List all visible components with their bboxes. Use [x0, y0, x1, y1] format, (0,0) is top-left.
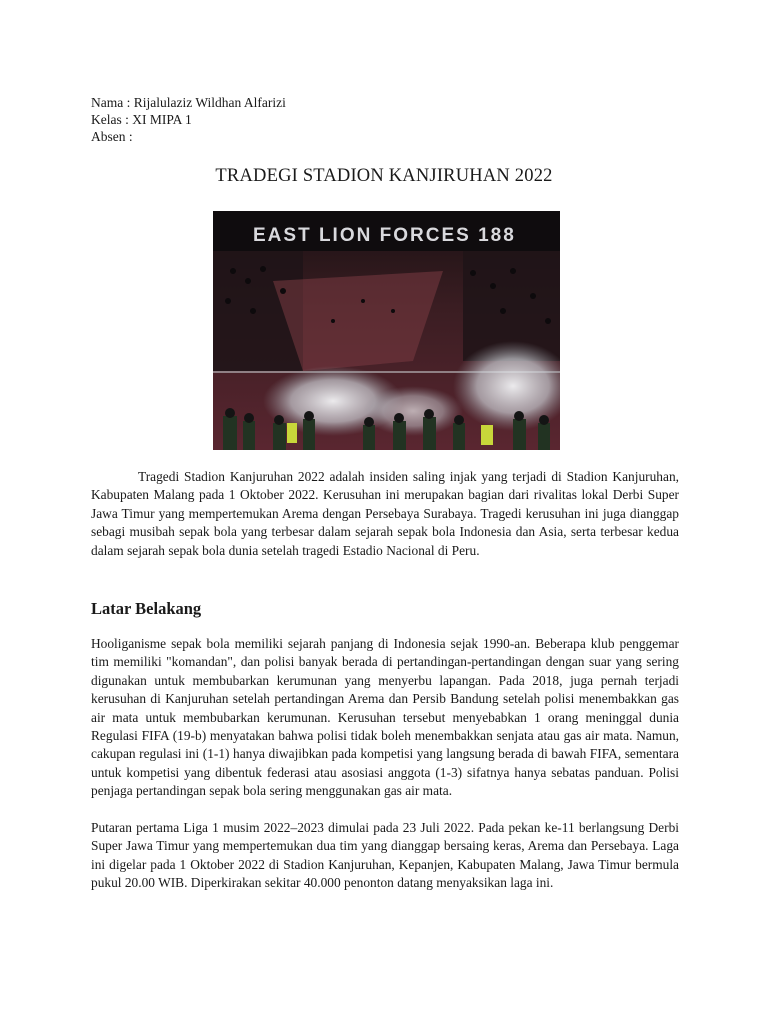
- section-heading: Latar Belakang: [91, 599, 202, 618]
- student-class: Kelas : XI MIPA 1: [91, 112, 192, 127]
- match-paragraph: Putaran pertama Liga 1 musim 2022–2023 dimulai pada 23 Juli 2022. Pada pekan ke-11 berlangsung Derbi Super Jawa Timur yang mempertemukan dua tim yang dianggap bersaing keras, Arema dan Persebaya. Laga ini digelar pada 1 Oktober 2022 di Stadion Kanjuruhan, Kepanjen, Kabupaten Malang, Jawa Timur bermula pukul 20.00 WIB. Diperkirakan sekitar 40.000 penonton datang menyaksikan laga ini.: [91, 820, 679, 891]
- stadium-photo: [213, 211, 560, 450]
- student-name: Nama : Rijalulaziz Wildhan Alfarizi: [91, 95, 286, 110]
- student-absen: Absen :: [91, 129, 133, 144]
- student-info: [91, 94, 286, 145]
- intro-paragraph: Tragedi Stadion Kanjuruhan 2022 adalah insiden saling injak yang terjadi di Stadion Kanjuruhan, Kabupaten Malang pada 1 Oktober 2022. Kerusuhan ini merupakan bagian dari rivalitas lokal Derbi Super Jawa Timur yang mempertemukan Arema dengan Persebaya Surabaya. Tragedi kerusuhan ini juga dianggap sebagi musibah sepak bola yang terbesar dalam sejarah sepak bola Indonesia dan Asia, serta terbesar kedua dalam sejarah sepak bola dunia setelah tragedi Estadio Nacional di Peru.: [91, 469, 679, 558]
- document-title: TRADEGI STADION KANJIRUHAN 2022: [215, 166, 553, 186]
- banner-text: EAST LION FORCES 188: [253, 225, 516, 246]
- background-paragraph: Hooliganisme sepak bola memiliki sejarah panjang di Indonesia sejak 1990-an. Beberapa klub penggemar tim memiliki "komandan", dan polisi banyak berada di pertandingan-pertandingan dengan suar yang sering digunakan untuk membubarkan kerumunan yang menyerbu lapangan. Pada 2018, juga pernah terjadi kerusuhan di Kanjuruhan setelah pertandingan Arema dan Persib Bandung setelah polisi menembakkan gas air mata untuk membubarkan kerumunan. Kerusuhan tersebut menyebabkan 1 orang meninggal dunia Regulasi FIFA (19-b) menyatakan bahwa polisi tidak boleh menembakkan senjata atau gas air mata. Namun, cakupan regulasi ini (1-1) hanya diwajibkan pada kompetisi yang langsung berada di bawah FIFA, sementara untuk kompetisi yang dibentuk federasi atau asosiasi anggota (1-3) sifatnya hanya sebatas panduan. Polisi penjaga pertandingan sepak bola sering menggunakan gas air mata.: [91, 636, 679, 799]
